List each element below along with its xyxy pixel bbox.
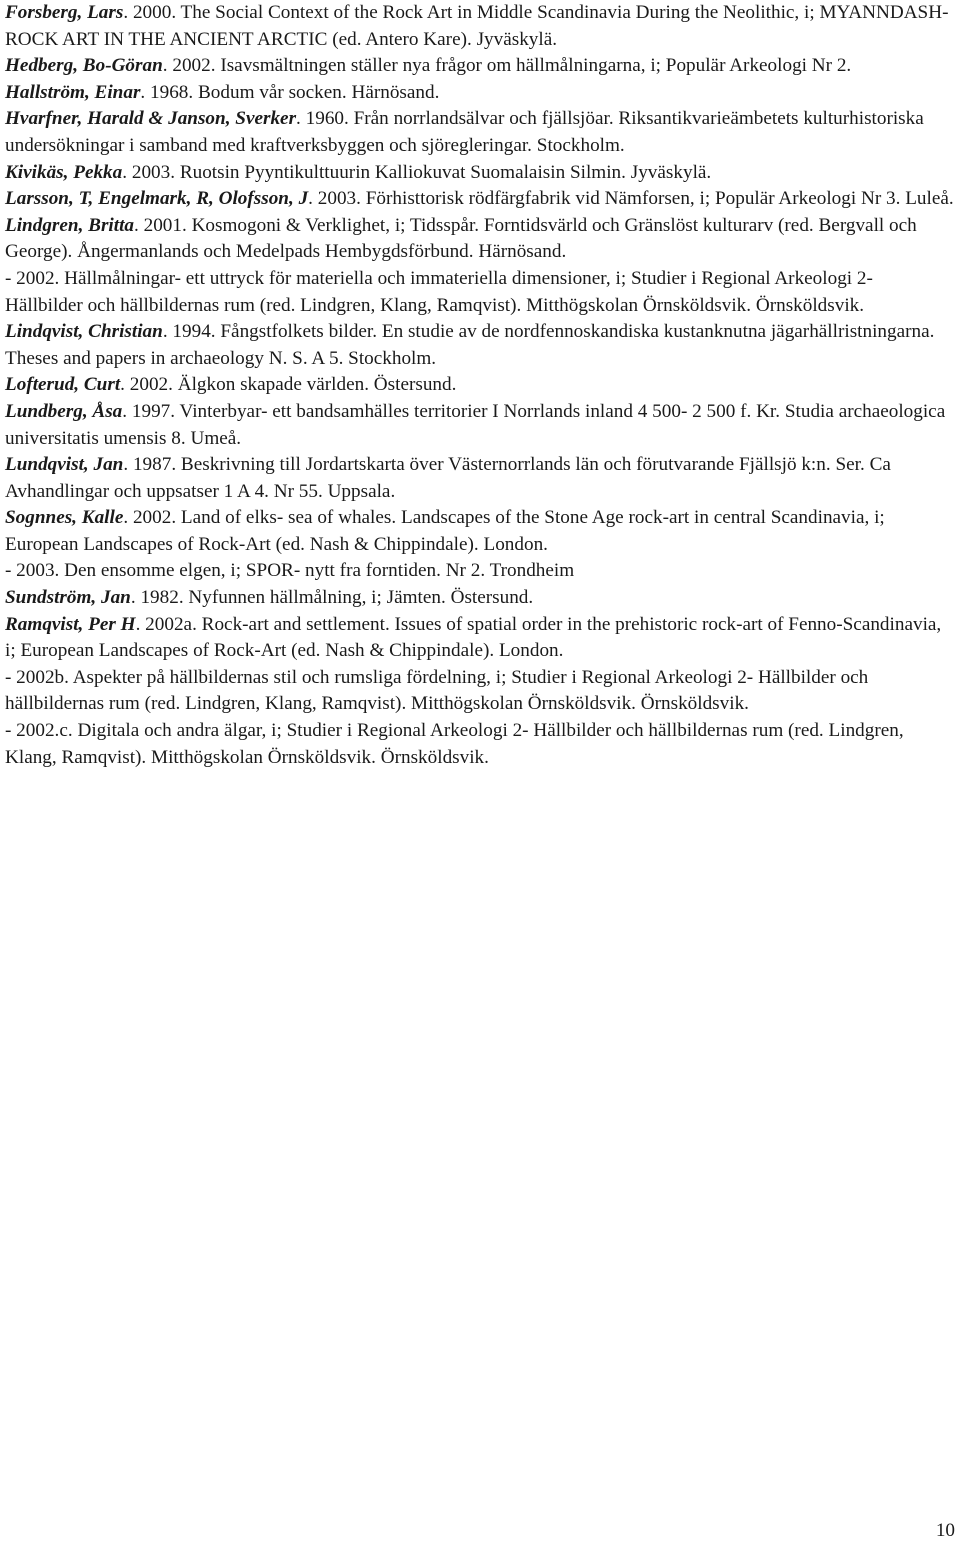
- reference-entry: [5, 266, 955, 319]
- reference-entry: [5, 213, 955, 266]
- reference-author: Lofterud, Curt: [5, 374, 121, 396]
- reference-author: Lundberg, Åsa: [5, 400, 123, 422]
- reference-entry: [5, 399, 955, 452]
- reference-text: . 1968. Bodum vår socken. Härnösand.: [140, 81, 440, 103]
- reference-text: . 1997. Vinterbyar- ett bandsamhälles territorier I Norrlands inland 4 500- 2 500 f. Kr. Studia archaeologica universitatis umensis 8. Umeå.: [5, 400, 946, 449]
- reference-text: . 1987. Beskrivning till Jordartskarta över Västernorrlands län och förutvarande Fjällsjö k:n. Ser. Ca Avhandlingar och uppsatser 1 A 4. Nr 55. Uppsala.: [5, 454, 891, 502]
- reference-entry: [5, 186, 955, 213]
- reference-text: - 2002.c. Digitala och andra älgar, i; Studier i Regional Arkeologi 2- Hällbilder och hällbildernas rum (red. Lindgren, Klang, Ramqvist). Mitthögskolan Örnsköldsvik. Örnsköldsvik.: [5, 720, 904, 768]
- reference-text: - 2002. Hällmålningar- ett uttryck för materiella och immateriella dimensioner, i; Studier i Regional Arkeologi 2- Hällbilder och hällbildernas rum (red. Lindgren, Klang, Ramqvist). Mitthögskolan Örnsköldsvik. Örnsköldsvik.: [5, 267, 873, 316]
- reference-text: - 2003. Den ensomme elgen, i; SPOR- nytt fra forntiden. Nr 2. Trondheim: [5, 560, 575, 582]
- reference-author: Hvarfner, Harald & Janson, Sverker: [5, 108, 297, 130]
- reference-entry: [5, 106, 955, 159]
- reference-author: Lindqvist, Christian: [5, 321, 163, 343]
- reference-text: . 1982. Nyfunnen hällmålning, i; Jämten. Östersund.: [130, 587, 534, 609]
- reference-author: Sundström, Jan: [5, 587, 131, 609]
- reference-author: Larsson, T, Engelmark, R, Olofsson, J: [5, 188, 309, 210]
- reference-text: . 2002. Älgkon skapade världen. Östersund.: [120, 374, 457, 396]
- reference-author: Hedberg, Bo-Göran: [5, 55, 163, 77]
- reference-text: . 1994. Fångstfolkets bilder. En studie av de nordfennoskandiska kustanknutna jägarhällristningarna. Theses and papers in archaeology N. S. A 5. Stockholm.: [5, 321, 935, 369]
- reference-text: - 2002b. Aspekter på hällbildernas stil och rumsliga fördelning, i; Studier i Regional Arkeologi 2- Hällbilder och hällbildernas rum (red. Lindgren, Klang, Ramqvist). Mitthögskolan Örnsköldsvik. Örnsköldsvik.: [5, 666, 869, 715]
- reference-entry: [5, 665, 955, 718]
- reference-entry: [5, 372, 955, 399]
- reference-entry: [5, 53, 955, 80]
- reference-author: Forsberg, Lars: [5, 2, 124, 23]
- reference-text: . 1960. Från norrlandsälvar och fjällsjöar. Riksantikvarieämbetets kulturhistoriska undersökningar i samband med kraftverksbyggen och sjöregleringar. Stockholm.: [5, 108, 924, 156]
- reference-text: . 2002a. Rock-art and settlement. Issues of spatial order in the prehistoric rock-art of Fenno-Scandinavia, i; European Landscapes of Rock-Art (ed. Nash & Chippindale). London.: [5, 613, 942, 662]
- reference-entry: [5, 160, 955, 187]
- reference-text: . 2003. Ruotsin Pyyntikulttuurin Kalliokuvat Suomalaisin Silmin. Jyväskylä.: [122, 161, 712, 183]
- reference-entry: [5, 452, 955, 505]
- reference-entry: [5, 319, 955, 372]
- reference-author: Lundqvist, Jan: [5, 454, 124, 476]
- reference-list: [5, 0, 955, 771]
- reference-text: . 2003. Förhisttorisk rödfärgfabrik vid Nämforsen, i; Populär Arkeologi Nr 3. Luleå.: [308, 188, 954, 210]
- reference-entry: [5, 718, 955, 771]
- reference-author: Ramqvist, Per H: [5, 613, 136, 635]
- reference-text: . 2002. Isavsmältningen ställer nya frågor om hällmålningarna, i; Populär Arkeologi Nr 2.: [162, 55, 852, 77]
- reference-author: Kivikäs, Pekka: [5, 161, 123, 183]
- reference-entry: [5, 612, 955, 665]
- reference-entry: [5, 558, 955, 585]
- reference-entry: [5, 80, 955, 107]
- page-number: 10: [935, 1520, 955, 1541]
- reference-author: Sognnes, Kalle: [5, 507, 124, 529]
- reference-text: . 2002. Land of elks- sea of whales. Landscapes of the Stone Age rock-art in central Scandinavia, i; European Landscapes of Rock-Art (ed. Nash & Chippindale). London.: [5, 507, 885, 555]
- reference-entry: [5, 505, 955, 558]
- reference-author: Lindgren, Britta: [5, 214, 135, 236]
- reference-author: Hallström, Einar: [5, 81, 141, 103]
- reference-text: . 2000. The Social Context of the Rock Art in Middle Scandinavia During the Neolithic, i; MYANNDASH- ROCK ART IN THE ANCIENT ARCTIC (ed. Antero Kare). Jyväskylä.: [5, 2, 949, 50]
- reference-text: . 2001. Kosmogoni & Verklighet, i; Tidsspår. Forntidsvärld och Gränslöst kulturarv (red. Bergvall och George). Ångermanlands och Medelpads Hembygdsförbund. Härnösand.: [5, 214, 917, 263]
- reference-entry: [5, 585, 955, 612]
- reference-entry: [5, 0, 955, 53]
